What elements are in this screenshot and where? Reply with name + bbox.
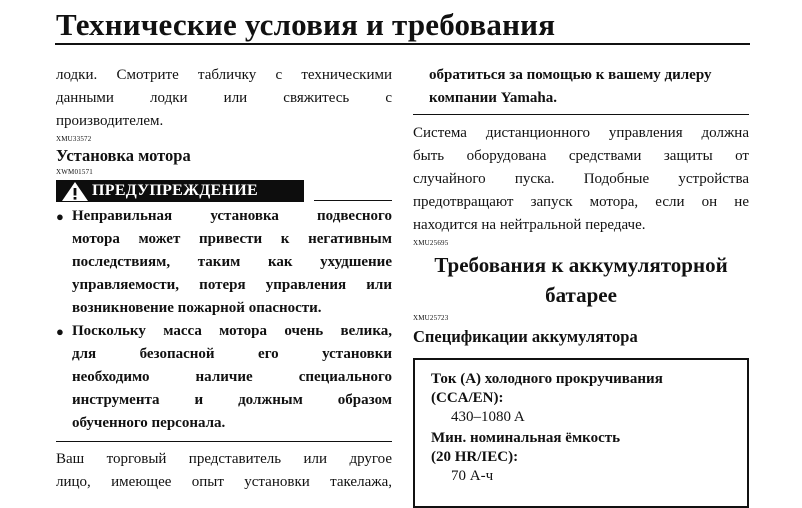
left-column <box>56 64 392 494</box>
bullet-icon: ● <box>56 324 64 339</box>
page-title: Технические условия и требования <box>56 7 556 42</box>
text-line: Ваш торговый представитель или другое <box>56 451 392 467</box>
spec-label: (CCA/EN): <box>431 390 504 406</box>
text-line: быть оборудована средствами защиты от <box>413 148 749 164</box>
warning-triangle-icon <box>60 180 90 202</box>
text-line: находится на нейтральной передаче. <box>413 217 646 233</box>
text-line: Поскольку масса мотора очень велика, <box>72 323 392 339</box>
warning-label: ПРЕДУПРЕЖДЕНИЕ <box>92 182 258 199</box>
warning-bullet <box>56 320 392 435</box>
right-column <box>413 64 749 508</box>
text-line: обратиться за помощью к вашему дилеру <box>429 67 712 83</box>
text-line: производителем. <box>56 113 164 129</box>
text-line: Неправильная установка подвесного <box>72 208 392 224</box>
spec-value: 70 А-ч <box>451 468 494 484</box>
title-underline <box>55 43 750 45</box>
text-line: возникновение пожарной опасности. <box>72 300 322 316</box>
warning-code: XWM01571 <box>56 168 93 176</box>
text-line: последствиям, таким как ухудшение <box>72 254 392 270</box>
warning-end-rule <box>413 114 749 115</box>
bullet-icon: ● <box>56 209 64 224</box>
text-line: для безопасной его установки <box>72 346 392 362</box>
text-line: лицо, имеющее опыт установки такелажа, <box>56 474 392 490</box>
text-line: управляемости, потеря управления или <box>72 277 392 293</box>
warning-bullet <box>56 205 392 320</box>
spec-label: (20 HR/IEC): <box>431 449 519 465</box>
spec-label: Мин. номинальная ёмкость <box>431 430 621 446</box>
warning-rule <box>314 200 392 201</box>
subsection-heading: Спецификации аккумулятора <box>413 327 638 346</box>
intro-paragraph <box>56 64 392 133</box>
text-line: Система дистанционного управления должна <box>413 125 749 141</box>
section-code: XMU25695 <box>413 239 449 247</box>
section-heading: Установка мотора <box>56 146 191 165</box>
subsection-code: XMU25723 <box>413 314 449 322</box>
warning-banner <box>56 179 392 203</box>
section-code: XMU33572 <box>56 135 92 143</box>
spec-label: Ток (A) холодного прокручивания <box>431 371 663 387</box>
closing-paragraph <box>56 448 392 494</box>
warning-continued <box>413 64 749 110</box>
text-line: компании Yamaha. <box>429 90 557 106</box>
title-line: батарее <box>545 283 617 307</box>
spec-value: 430–1080 A <box>451 409 525 425</box>
text-line: данными лодки или свяжитесь с <box>56 90 392 106</box>
section-title <box>413 250 749 310</box>
text-line: мотора может привести к негативным <box>72 231 392 247</box>
battery-spec-box <box>413 358 749 508</box>
text-line: случайного пуска. Подобные устройства <box>413 171 749 187</box>
warning-box <box>56 180 304 202</box>
warning-end-rule <box>56 441 392 442</box>
text-line: необходимо наличие специального <box>72 369 392 385</box>
text-line: лодки. Смотрите табличку с техническими <box>56 67 392 83</box>
text-line: предотвращают запуск мотора, если он не <box>413 194 749 210</box>
remote-control-paragraph <box>413 122 749 237</box>
text-line: обученного персонала. <box>72 415 226 431</box>
title-line: Требования к аккумуляторной <box>434 253 728 277</box>
text-line: инструмента и должным образом <box>72 392 392 408</box>
